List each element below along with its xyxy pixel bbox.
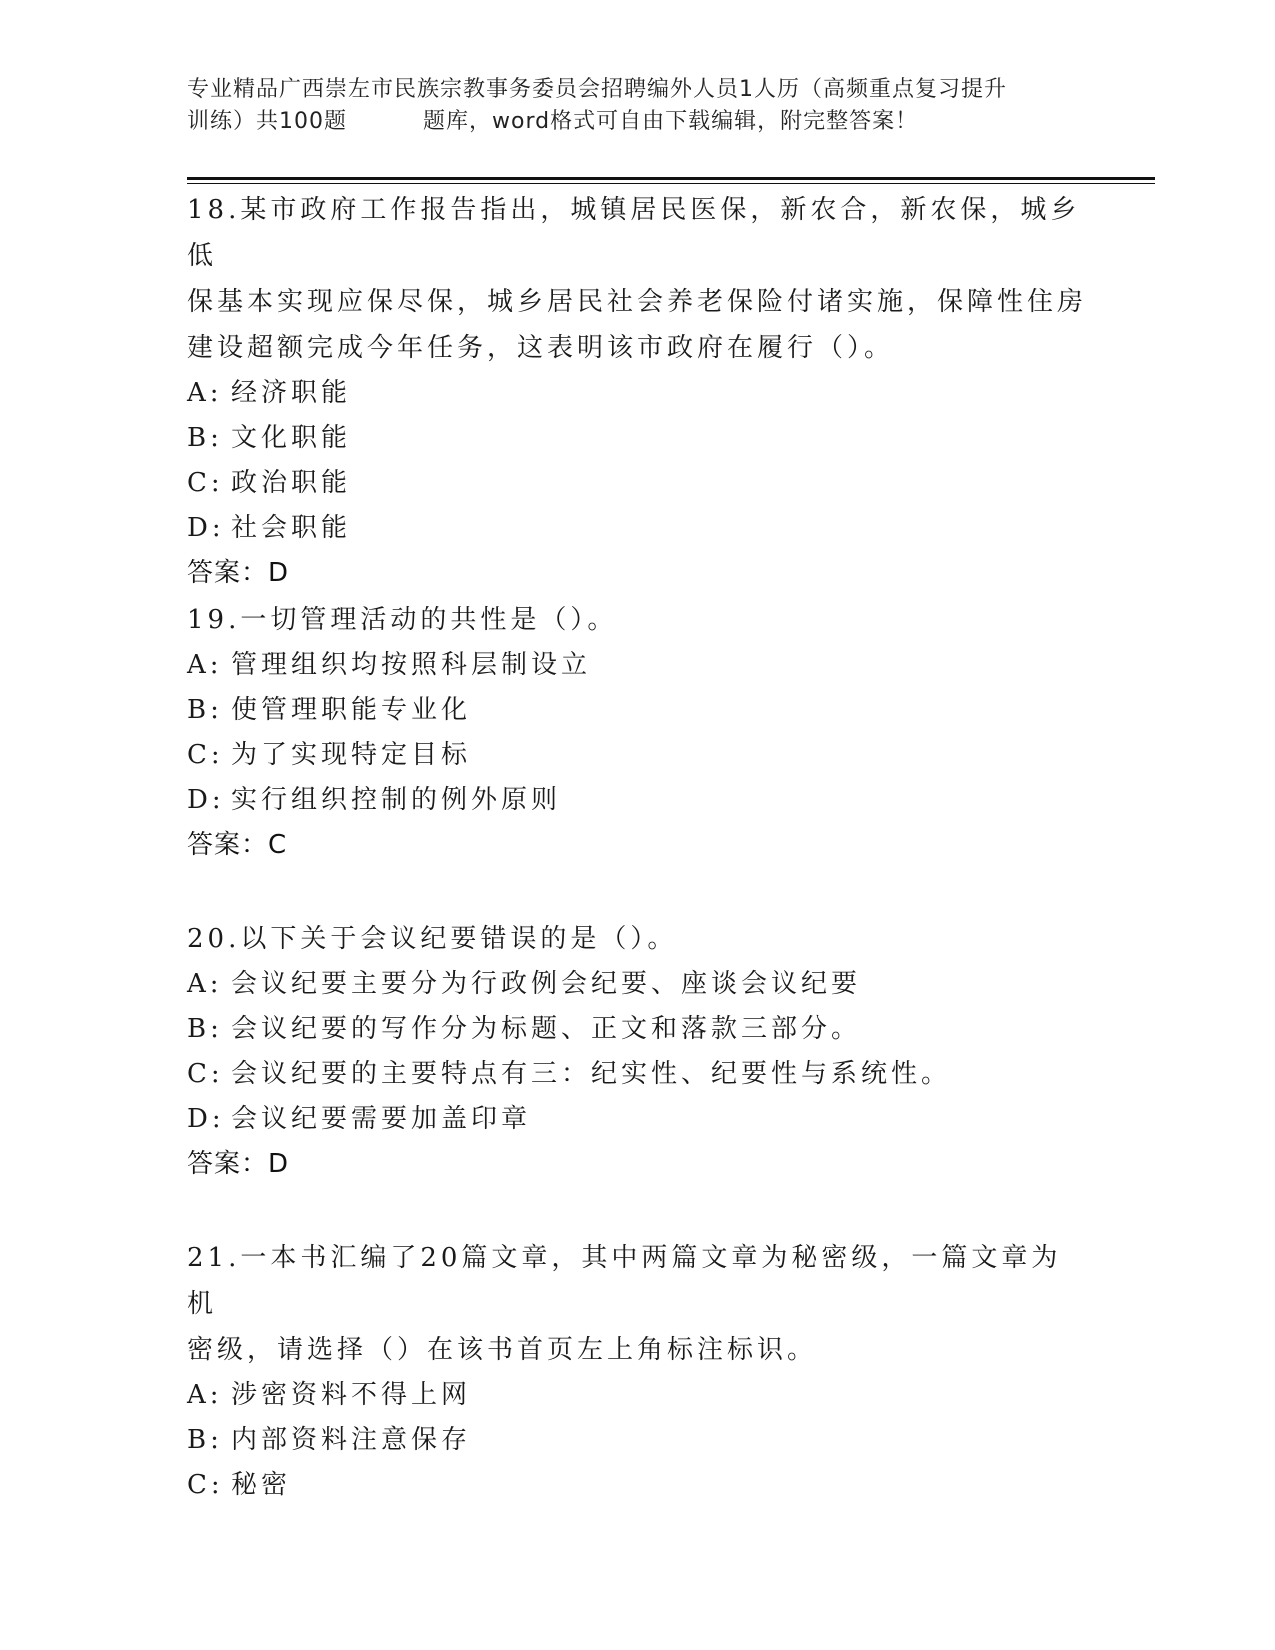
document-header xyxy=(187,74,1087,138)
option-c xyxy=(187,461,1087,506)
option-text: 实行组织控制的例外原则 xyxy=(231,785,562,815)
option-letter: D: xyxy=(187,1104,225,1134)
option-d xyxy=(187,506,1087,551)
option-text: 会议纪要的主要特点有三：纪实性、纪要性与系统性。 xyxy=(231,1059,952,1089)
question-stem-line: 19.一切管理活动的共性是（）。 xyxy=(187,605,618,635)
question-20 xyxy=(187,916,1087,1187)
option-text: 会议纪要主要分为行政例会纪要、座谈会议纪要 xyxy=(231,969,862,999)
option-letter: D: xyxy=(187,513,225,543)
question-stem-line: 20.以下关于会议纪要错误的是（）。 xyxy=(187,924,678,954)
option-text: 会议纪要的写作分为标题、正文和落款三部分。 xyxy=(231,1014,862,1044)
question-stem-line: 21.一本书汇编了20篇文章，其中两篇文章为秘密级，一篇文章为机 xyxy=(187,1243,1062,1319)
option-text: 会议纪要需要加盖印章 xyxy=(231,1104,532,1134)
option-text: 使管理职能专业化 xyxy=(231,695,472,725)
option-letter: B: xyxy=(187,1425,223,1455)
option-b xyxy=(187,688,1087,733)
option-d xyxy=(187,1097,1087,1142)
option-b xyxy=(187,416,1087,461)
option-text: 社会职能 xyxy=(231,513,352,543)
option-letter: D: xyxy=(187,785,225,815)
question-stem-line: 保基本实现应保尽保，城乡居民社会养老保险付诸实施，保障性住房 xyxy=(187,287,1088,317)
option-a xyxy=(187,643,1087,688)
header-line-1: 专业精品广西崇左市民族宗教事务委员会招聘编外人员1人历（高频重点复习提升 xyxy=(187,77,1007,102)
option-c xyxy=(187,1463,1087,1508)
header-line-2-left: 训练）共100题 xyxy=(187,109,347,134)
option-text: 秘密 xyxy=(231,1470,292,1500)
option-letter: C: xyxy=(187,468,224,498)
option-b xyxy=(187,1418,1087,1463)
question-18 xyxy=(187,187,1087,596)
question-stem-line: 18.某市政府工作报告指出，城镇居民医保，新农合，新农保，城乡低 xyxy=(187,195,1081,271)
header-line-2 xyxy=(187,106,1087,138)
option-letter: C: xyxy=(187,1470,224,1500)
option-letter: B: xyxy=(187,695,223,725)
option-a xyxy=(187,962,1087,1007)
question-stem-line: 建设超额完成今年任务，这表明该市政府在履行（）。 xyxy=(187,333,895,363)
header-line-2-right: 题库，word格式可自由下载编辑，附完整答案！ xyxy=(423,109,919,134)
question-19 xyxy=(187,597,1087,868)
option-letter: A: xyxy=(187,1380,223,1410)
answer-line: 答案：D xyxy=(187,558,290,588)
option-text: 内部资料注意保存 xyxy=(231,1425,472,1455)
answer-line: 答案：D xyxy=(187,1149,290,1179)
option-text: 为了实现特定目标 xyxy=(231,740,472,770)
option-text: 文化职能 xyxy=(231,423,352,453)
option-text: 管理组织均按照科层制设立 xyxy=(231,650,592,680)
option-text: 经济职能 xyxy=(231,378,352,408)
option-letter: A: xyxy=(187,378,223,408)
option-letter: B: xyxy=(187,423,223,453)
option-text: 涉密资料不得上网 xyxy=(231,1380,472,1410)
option-c xyxy=(187,1052,1087,1097)
question-21 xyxy=(187,1235,1087,1508)
option-b xyxy=(187,1007,1087,1052)
option-c xyxy=(187,733,1087,778)
option-letter: C: xyxy=(187,1059,224,1089)
question-stem-line: 密级，请选择（）在该书首页左上角标注标识。 xyxy=(187,1335,818,1365)
option-d xyxy=(187,778,1087,823)
option-text: 政治职能 xyxy=(231,468,352,498)
answer-line: 答案：C xyxy=(187,830,288,860)
option-letter: A: xyxy=(187,650,223,680)
option-a xyxy=(187,371,1087,416)
option-letter: B: xyxy=(187,1014,223,1044)
header-rule-thick xyxy=(187,177,1155,180)
option-letter: A: xyxy=(187,969,223,999)
option-letter: C: xyxy=(187,740,224,770)
header-rule-thin xyxy=(187,183,1155,184)
option-a xyxy=(187,1373,1087,1418)
